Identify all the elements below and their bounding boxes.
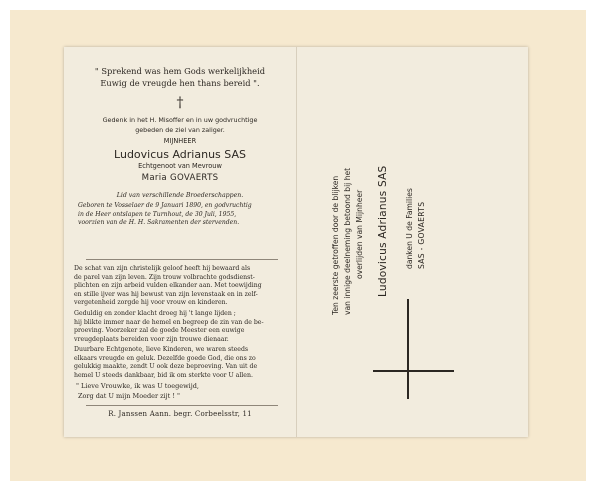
divider — [86, 259, 278, 260]
closing-line: " Lieve Vrouwke, ik was U toegewijd, — [76, 382, 199, 390]
closing-line: Zorg dat U mijn Moeder zijt ! " — [78, 391, 180, 400]
birth-death-details — [78, 202, 286, 228]
opening-quote — [64, 65, 296, 89]
card-left-panel — [64, 47, 297, 437]
title-mijnheer: MIJNHEER — [163, 137, 197, 145]
divider — [86, 405, 278, 406]
paragraph-family — [74, 346, 288, 380]
remembrance-text — [64, 115, 296, 135]
membership-line: Lid van verschillende Broederschappen. — [116, 192, 244, 199]
quote-line: Euwig de vreugde hen thans bereid ". — [100, 78, 260, 88]
cross-vertical-bar — [407, 299, 409, 399]
paragraph-line: proeving. Voorzeker zal de goede Meester een euwige — [74, 327, 245, 335]
spouse-name: Maria GOVAERTS — [141, 173, 219, 183]
paragraph-line: De schat van zijn christelijk geloof heeft hij bewaard als — [74, 265, 251, 272]
paragraph-line: plichten en zijn arbeid vulden elkander aan. Met toewijding — [74, 282, 262, 290]
paragraph-faith — [74, 265, 288, 308]
paragraph-line: gelukkig maakte, zendt U ook deze beproeving. Van uit de — [74, 363, 258, 371]
paragraph-line: de parel van zijn leven. Zijn trouw volbrachte godsdienst- — [74, 273, 255, 281]
card-right-panel — [297, 47, 528, 437]
birth-death-line: in de Heer ontslapen te Turnhout, de 30 Juli, 1955, — [78, 210, 237, 218]
paragraph-line: vreugdeplaats bereiden voor zijn trouwe dienaar. — [74, 335, 229, 343]
paragraph-line: hij blikte immer naar de hemel en begreep de zin van de be- — [74, 318, 264, 326]
paragraph-line: hemel U steeds dankbaar, bid ik om sterkte voor U allen. — [74, 371, 253, 379]
remembrance-line: Gedenk in het H. Misoffer en in uw godvruchtige — [102, 116, 258, 124]
paragraph-line: elkaars vreugde en geluk. Dezelfde goede God, die ons zo — [74, 354, 256, 362]
printer-credit: R. Janssen Aann. begr. Corbeelsstr, 11 — [108, 410, 252, 418]
memorial-card — [64, 47, 528, 437]
birth-death-line: voorzien van de H. H. Sakramenten der stervenden. — [78, 219, 240, 227]
deceased-name: Ludovicus Adrianus SAS — [114, 148, 246, 161]
cross-symbol: † — [176, 95, 184, 111]
remembrance-line: gebeden de ziel van zaliger. — [135, 126, 225, 134]
paragraph-suffering — [74, 310, 288, 344]
birth-death-line: Geboren te Vosselaer de 9 Januari 1890, en godvruchtig — [78, 202, 252, 209]
paragraph-line: en stille ijver was hij bewust van zijn levenstaak en in zelf- — [74, 290, 258, 298]
spouse-intro: Echtgenoot van Mevrouw — [138, 162, 222, 170]
thanks-line: Ten zeerste getroffen door de blijken — [331, 175, 340, 315]
paragraph-line: vergetenheid zorgde hij voor vrouw en kinderen. — [74, 299, 228, 307]
paragraph-line: Geduldig en zonder klacht droeg hij 't lange lijden ; — [74, 310, 236, 317]
paragraph-line: Duurbare Echtgenote, lieve Kinderen, we waren steeds — [74, 346, 249, 353]
families-line: danken U de Families — [405, 188, 414, 269]
thanks-line: van innige deelneming betoond bij het — [343, 167, 352, 315]
quote-line: " Sprekend was hem Gods werkelijkheid — [94, 66, 266, 76]
cross-horizontal-bar — [373, 370, 454, 372]
deceased-name-vertical: Ludovicus Adrianus SAS — [377, 165, 389, 297]
families-line: SAS - GOVAERTS — [417, 201, 426, 269]
closing-quote — [76, 382, 199, 401]
thanks-line: overlijden van Mijnheer — [355, 189, 364, 279]
